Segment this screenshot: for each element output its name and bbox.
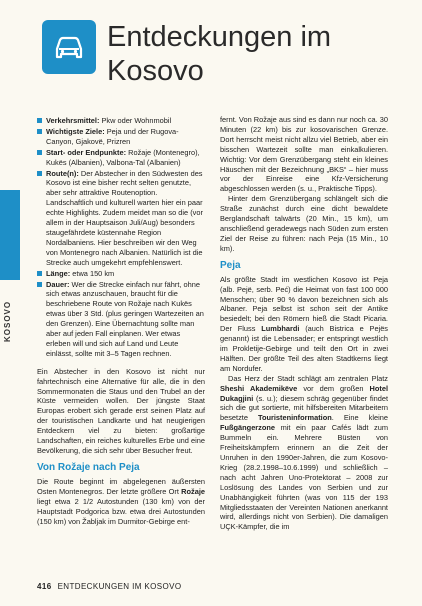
body-paragraph: fernt. Von Rožaje aus sind es dann nur noch ca. 30 Minuten (22 km) bis zur kosovarischen Grenze. Dort herrscht meist nicht allzu viel Betrieb, aber ein bisschen Wartezeit sollte man einkalkulieren. Wichtig: Vor dem Grenzübergang steht ein kleines Häuschen mit der Bezeichnung „BKS“ – hier muss vor der Einreise eine Kfz-Versicherung abgeschlossen werden (s. u., Praktische Tipps).: [220, 115, 388, 194]
page-number: 416: [37, 582, 52, 591]
body-paragraph: Die Route beginnt im abgelegenen äußersten Osten Montenegros. Der letzte größere Ort Rožaje liegt etwa 2 1/2 Autostunden (130 km) von der Hauptstadt Podgorica bzw. etwa drei Autostunden (150 km) von Žabljak im Durmitor-Gebirge ent-: [37, 476, 205, 526]
fact-item: Verkehrsmittel: Pkw oder Wohnmobil: [37, 116, 205, 126]
right-column: [220, 115, 388, 532]
fact-item: Route(n): Der Abstecher in den Südwesten des Kosovo ist eine bisher recht selten genutzte, aber sehr attraktive Routenoption. Landschaftlich und kulturell warten hier ein paar echte Highlights. Zudem meidet man so die (vor allem in der Hauptsaison Juli/Aug) besonders staugefährdete küstennahe Region Nordalbaniens. Hier beschreiben wir den Weg von Montenegro nach Albanien. Natürlich ist die Strecke auch umgekehrt empfehlenswert.: [37, 169, 205, 268]
page-title: Entdeckungen im Kosovo: [107, 21, 332, 87]
fact-item: Länge: etwa 150 km: [37, 269, 205, 279]
page-footer: [37, 582, 182, 591]
body-paragraph: Das Herz der Stadt schlägt am zentralen Platz Sheshi Akademikëve vor dem großen Hotel Dukagjini (s. u.); diesem schräg gegenüber findet sich die gut sortierte, mit hilfsbereiten Mitarbeitern besetzte Touristeninformation. Eine kleine Fußgängerzone mit ein paar Cafés lädt zum Bummeln ein. Mehrere Büsten von Freiheitskämpfern erinnern an die Zeit der Unruhen in den 1990er-Jahren, die zum Kosovo-Krieg (28.2.1998–10.6.1999) und schließlich – nach acht Jahren Uno-Protektorat – 2008 zur Loslösung des Landes von Serbien und zur Unabhängigkeit führten (was von 115 der 193 Mitgliedsstaaten der Vereinten Nationen anerkannt wird, allerdings nicht von Serbien). Die damaligen UÇK-Kämpfer, die im: [220, 373, 388, 532]
left-column: [37, 116, 205, 526]
body-paragraph: Als größte Stadt im westlichen Kosovo ist Peja (alb. Pejë, serb. Peć) die Heimat von fast 100 000 Menschen; über 90 % davon bezeichnen sich als Albaner. Peja selbst ist schon seit der Antike besiedelt; bei den Römern hieß die Stadt Picaria. Der Fluss Lumbhardi (auch Bistrica e Pejës genannt) ist die Lebensader; er entspringt westlich im Prokletije-Gebirge und teilt den Ort in zwei Hälften. Der größte Teil des alten Stadtkerns liegt am Nordufer.: [220, 274, 388, 373]
intro-paragraph: Ein Abstecher in den Kosovo ist nicht nur fahrtechnisch eine Alternative für alle, die in den Sommermonaten die Staus und den Trubel an der Küste vermeiden wollen. Der jüngste Staat Europas erobert sich gerade erst seinen Platz auf der touristischen Landkarte und hat neugierigen Entdeckern viel zu bieten: großartige Landschaften, ein reiches kulturelles Erbe und eine Bevölkerung, die sich sehr über Besucher freut.: [37, 366, 205, 455]
running-title: ENTDECKUNGEN IM KOSOVO: [57, 582, 182, 591]
section-heading-rozaje-peja: Von Rožaje nach Peja: [37, 461, 140, 473]
chapter-tab-label: KOSOVO: [3, 300, 12, 342]
car-icon: [42, 20, 96, 74]
fact-item: Wichtigste Ziele: Peja und der Rugova-Canyon, Gjakovë, Prizren: [37, 127, 205, 147]
body-paragraph: Hinter dem Grenzübergang schlängelt sich die Straße zunächst durch eine dicht bewaldete Berglandschaft talwärts (20 Min., 15 km), um anschließend geradewegs nach Süden zum ersten Ziel der Reise zu führen: nach Peja (15 Min., 10 km).: [220, 194, 388, 253]
trip-facts-list: [37, 116, 205, 359]
section-heading-peja: Peja: [220, 259, 241, 271]
fact-item: Start- oder Endpunkte: Rožaje (Montenegro), Kukës (Albanien), Valbona-Tal (Albanien): [37, 148, 205, 168]
chapter-tab: [0, 190, 20, 280]
fact-item: Dauer: Wer die Strecke einfach nur fährt, ohne sich etwas anzuschauen, braucht für die beschriebene Route von Rožaje nach Kukës etwas über 3 Std. (plus geringen Wartezeiten an den Grenzen). Eine Übernachtung sollte man aber auf jeden Fall einplanen. Wer etwas erleben will und sich auf Land und Leute einlässt, sollte mit 3–5 Tagen rechnen.: [37, 280, 205, 359]
